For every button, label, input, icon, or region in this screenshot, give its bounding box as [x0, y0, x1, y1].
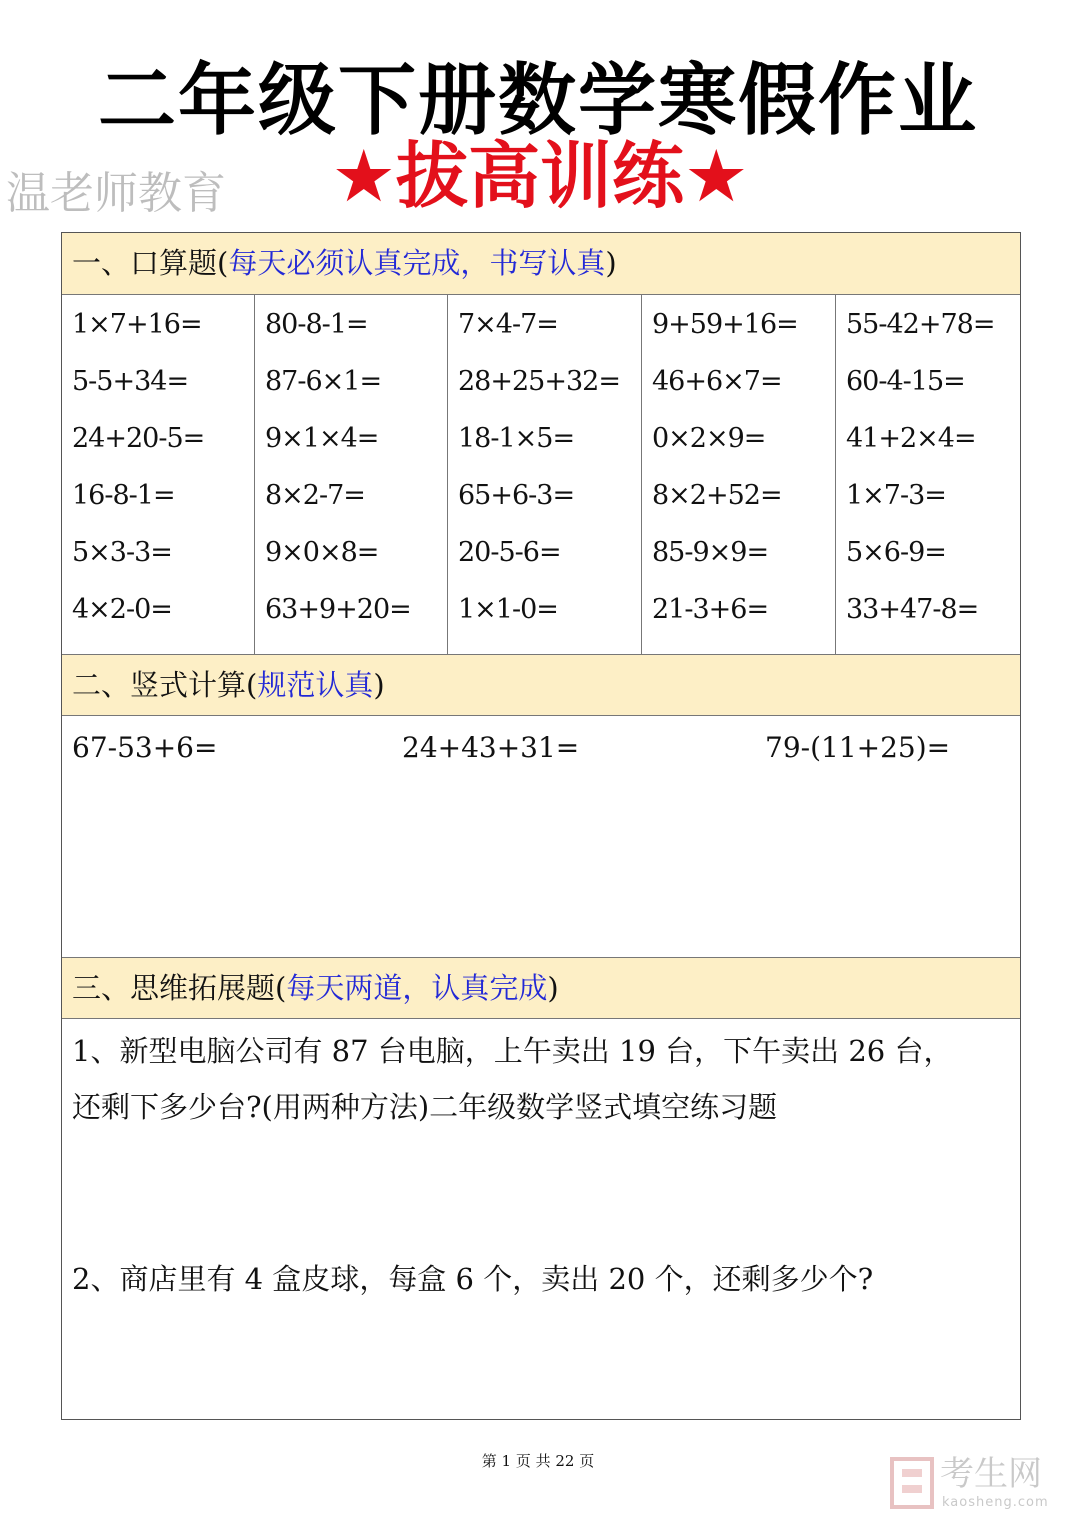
equation: 8×2-7= — [265, 480, 365, 511]
worksheet-table — [61, 232, 1021, 1420]
equation: 1×1-0= — [458, 594, 558, 625]
equation: 9×1×4= — [265, 423, 379, 454]
equation: 1×7-3= — [846, 480, 946, 511]
equation: 5-5+34= — [72, 366, 189, 397]
equation: 16-8-1= — [72, 480, 175, 511]
section-3-header — [62, 957, 1020, 1019]
section-3-title: 三、思维拓展题( — [72, 971, 287, 1005]
mental-math-grid — [62, 295, 1020, 654]
equation: 80-8-1= — [265, 309, 368, 340]
document-subtitle: ★拔高训练★ — [331, 134, 749, 218]
watermark-text: 温老师教育 — [6, 168, 226, 219]
page-number: 第 1 页 共 22 页 — [481, 1452, 595, 1470]
equation: 20-5-6= — [458, 537, 561, 568]
grid-column-3 — [448, 295, 642, 654]
grid-column-1 — [62, 295, 255, 654]
equation: 0×2×9= — [652, 423, 766, 454]
logo-icon — [890, 1455, 934, 1511]
equation: 87-6×1= — [265, 366, 382, 397]
section-1-title: 一、口算题( — [72, 246, 229, 280]
word-problem-1-line-2: 还剩下多少台?(用两种方法)二年级数学竖式填空练习题 — [72, 1090, 778, 1124]
vertical-problem: 67-53+6= — [72, 731, 218, 764]
section-3-close: ) — [547, 971, 559, 1005]
site-logo — [890, 1455, 1060, 1515]
vertical-problem: 79-(11+25)= — [765, 731, 951, 764]
grid-column-4 — [642, 295, 836, 654]
section-2-note: 规范认真 — [257, 668, 374, 702]
section-2-close: ) — [373, 668, 385, 702]
logo-domain: kaosheng.com — [942, 1495, 1049, 1510]
section-2-header — [62, 654, 1020, 716]
vertical-problem: 24+43+31= — [402, 731, 580, 764]
equation: 4×2-0= — [72, 594, 172, 625]
document-title: 二年级下册数学寒假作业 — [97, 56, 978, 146]
section-1-close: ) — [605, 246, 617, 280]
equation: 28+25+32= — [458, 366, 620, 397]
equation: 9×0×8= — [265, 537, 379, 568]
equation: 9+59+16= — [652, 309, 798, 340]
grid-column-2 — [255, 295, 448, 654]
equation: 18-1×5= — [458, 423, 575, 454]
equation: 65+6-3= — [458, 480, 575, 511]
word-problem-2: 2、商店里有 4 盒皮球，每盒 6 个，卖出 20 个，还剩多少个? — [72, 1262, 874, 1296]
equation: 5×6-9= — [846, 537, 946, 568]
equation: 41+2×4= — [846, 423, 976, 454]
equation: 85-9×9= — [652, 537, 769, 568]
section-3-note: 每天两道，认真完成 — [286, 971, 548, 1005]
equation: 33+47-8= — [846, 594, 979, 625]
word-problem-1-line-1: 1、新型电脑公司有 87 台电脑，上午卖出 19 台，下午卖出 26 台， — [72, 1034, 953, 1068]
section-2-title: 二、竖式计算( — [72, 668, 258, 702]
equation: 5×3-3= — [72, 537, 172, 568]
grid-column-5 — [836, 295, 1019, 654]
equation: 24+20-5= — [72, 423, 205, 454]
equation: 7×4-7= — [458, 309, 558, 340]
equation: 8×2+52= — [652, 480, 782, 511]
equation: 63+9+20= — [265, 594, 411, 625]
equation: 60-4-15= — [846, 366, 965, 397]
section-1-header — [62, 233, 1020, 295]
equation: 1×7+16= — [72, 309, 202, 340]
equation: 55-42+78= — [846, 309, 995, 340]
equation: 46+6×7= — [652, 366, 782, 397]
equation: 21-3+6= — [652, 594, 769, 625]
section-1-note: 每天必须认真完成，书写认真 — [228, 246, 606, 280]
logo-name: 考生网 — [940, 1454, 1042, 1494]
